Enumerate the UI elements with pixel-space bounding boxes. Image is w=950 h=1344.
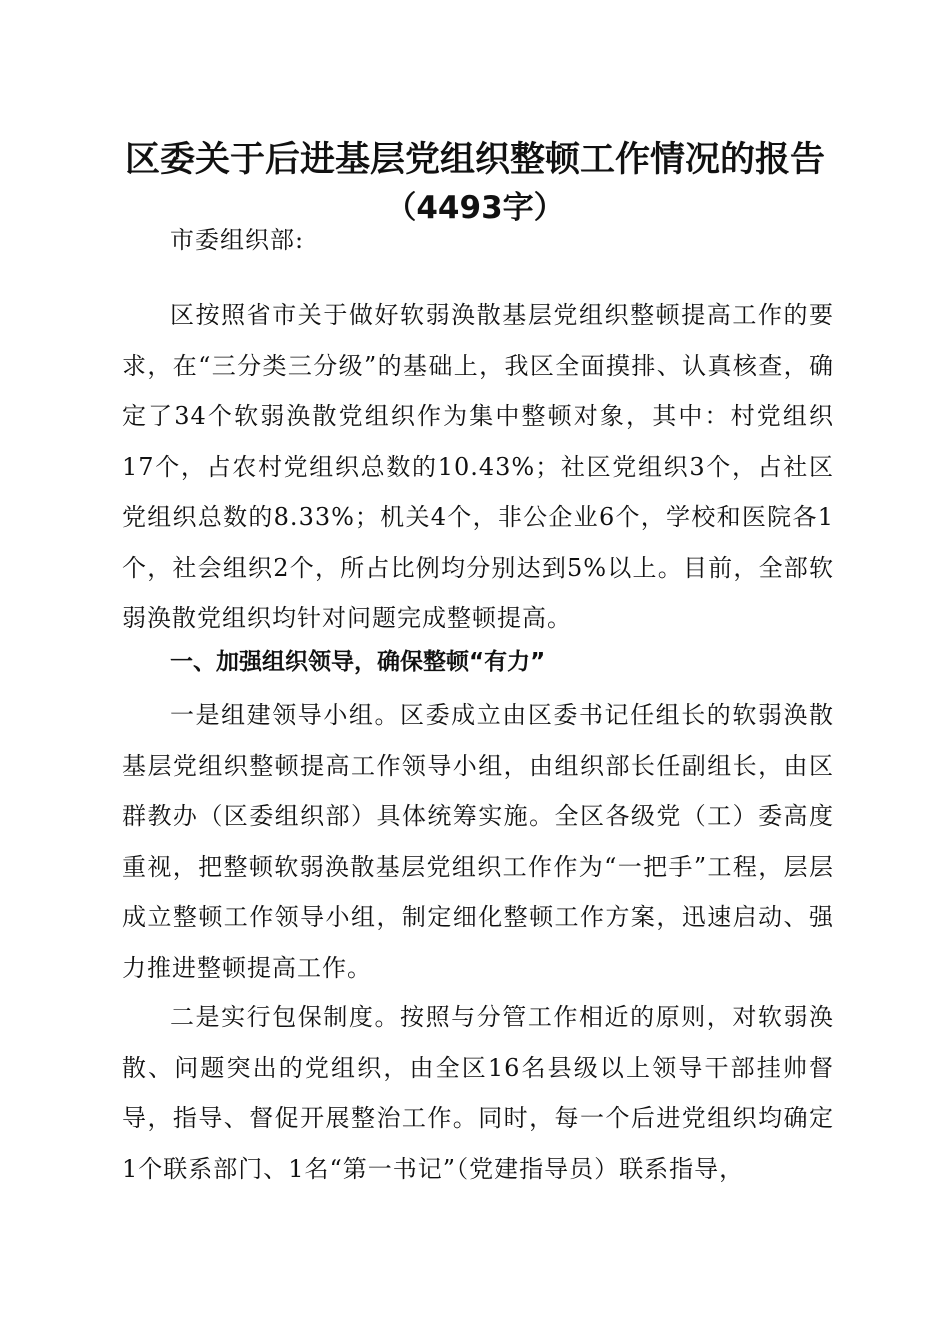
document-word-count: （4493字） — [385, 190, 565, 226]
section-heading-1: 一、加强组织领导，确保整顿“有力” — [170, 649, 546, 675]
salutation: 市委组织部: — [170, 226, 305, 254]
document-title: 区委关于后进基层党组织整顿工作情况的报告 — [124, 140, 825, 180]
paragraph-intro: 区按照省市关于做好软弱涣散基层党组织整顿提高工作的要求，在“三分类三分级”的基础上，我区全面摸排、认真核查，确定了34个软弱涣散党组织作为集中整顿对象，其中：村党组织17个，占农村党组织总数的10.43%；社区党组织3个，占社区党组织总数的8.33%；机关4个，非公企业6个，学校和医院各1个，社会组织2个，所占比例均分别达到5%以上。目前，全部软弱涣散党组织均针对问题完成整顿提高。 — [122, 301, 834, 632]
paragraph-leadership-group: 一是组建领导小组。区委成立由区委书记任组长的软弱涣散基层党组织整顿提高工作领导小组，由组织部长任副组长，由区群教办（区委组织部）具体统筹实施。全区各级党（工）委高度重视，把整顿软弱涣散基层党组织工作作为“一把手”工程，层层成立整顿工作领导小组，制定细化整顿工作方案，迅速启动、强力推进整顿提高工作。 — [122, 701, 834, 982]
paragraph-responsibility-system: 二是实行包保制度。按照与分管工作相近的原则，对软弱涣散、问题突出的党组织，由全区16名县级以上领导干部挂帅督导，指导、督促开展整治工作。同时，每一个后进党组织均确定1个联系部门、1名“第一书记”（党建指导员）联系指导， — [122, 1003, 834, 1183]
